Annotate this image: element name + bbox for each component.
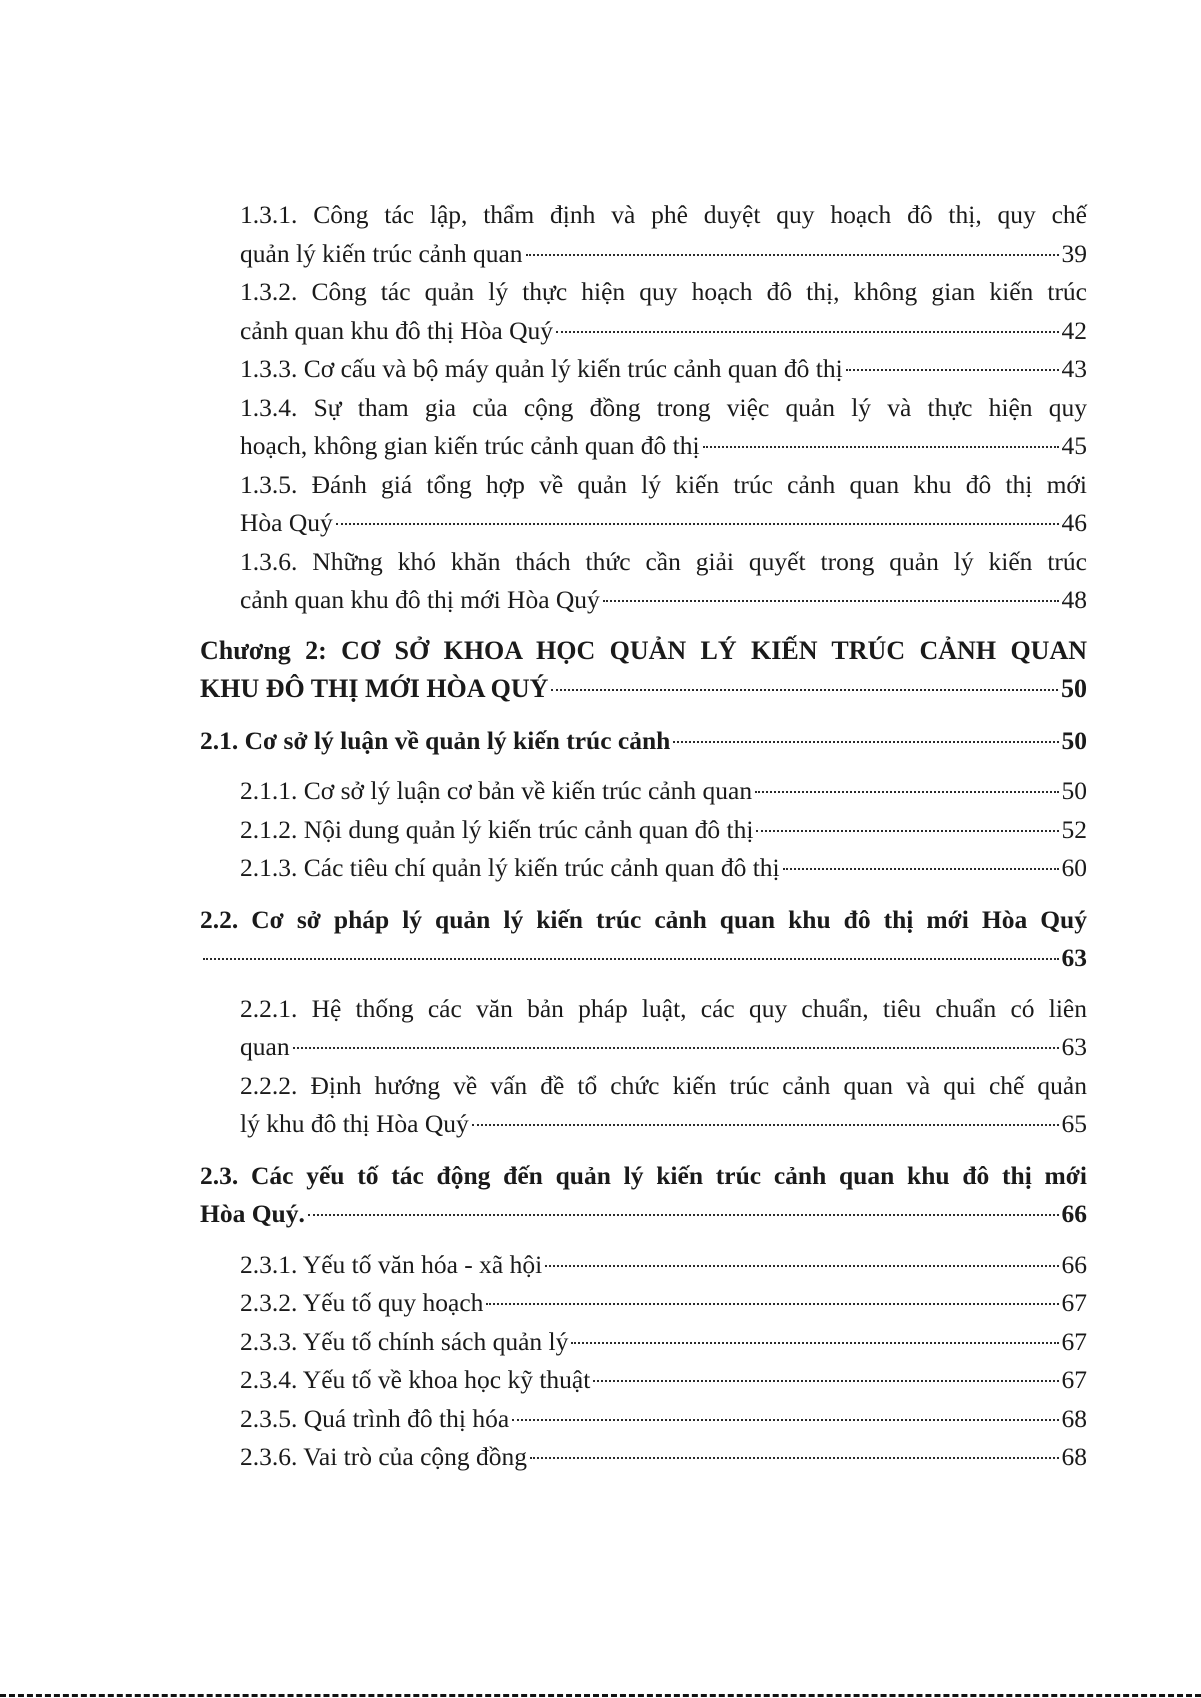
toc-entry[interactable] [200,1400,1087,1439]
toc-entry[interactable] [200,632,1087,709]
toc-entry[interactable] [200,901,1087,978]
toc-entry[interactable] [200,1157,1087,1234]
toc-entry-title: 2.3.5. Quá trình đô thị hóa [240,1403,510,1433]
toc-page-number: 66 [1061,1249,1087,1279]
toc-entry[interactable] [200,1246,1087,1285]
toc-entry-line [240,1438,1087,1477]
dot-leader [530,1457,1058,1459]
toc-page-number: 50 [1061,725,1087,755]
toc-page-number: 68 [1061,1442,1087,1471]
toc-page-number: 63 [1061,1032,1087,1061]
toc-entry[interactable] [200,1284,1087,1323]
toc-entry-line [200,722,1087,761]
toc-page-number: 50 [1061,674,1087,703]
toc-entry-title: 1.3.1. Công tác lập, thẩm định và phê duyệt quy hoạch đô thị, quy chế [240,200,1087,229]
dot-leader [755,791,1058,793]
toc-page-number: 52 [1061,814,1087,844]
dot-leader [593,1380,1058,1382]
toc-entry-title: 2.2. Cơ sở pháp lý quản lý kiến trúc cảnh quan khu đô thị mới Hòa Quý [200,904,1087,934]
toc-page-number: 45 [1061,431,1087,460]
dot-leader [673,741,1058,743]
toc-entry-title: quản lý kiến trúc cảnh quan [240,238,523,268]
toc-entry-line [240,427,1087,466]
toc-entry[interactable] [200,389,1087,466]
toc-entry[interactable] [200,1323,1087,1362]
toc-entry-title: hoạch, không gian kiến trúc cảnh quan đô thị [240,431,700,460]
toc-entry[interactable] [200,772,1087,811]
toc-entry-line [240,1028,1087,1067]
toc-entry[interactable] [200,273,1087,350]
toc-entry[interactable] [200,722,1087,761]
toc-page-number: 50 [1061,776,1087,805]
dot-leader [703,446,1059,448]
toc-entry[interactable] [200,811,1087,850]
toc-entry-line [240,772,1087,811]
dot-leader [783,868,1059,870]
dot-leader [512,1419,1058,1421]
toc-entry-title: Chương 2: CƠ SỞ KHOA HỌC QUẢN LÝ KIẾN TRÚC CẢNH QUAN [200,635,1087,665]
toc-entry-title: 1.3.3. Cơ cấu và bộ máy quản lý kiến trúc cảnh quan đô thị [240,354,843,383]
toc-entry-title: 2.1.3. Các tiêu chí quản lý kiến trúc cảnh quan đô thị [240,853,780,882]
toc-entry-title: 2.1.1. Cơ sở lý luận cơ bản về kiến trúc cảnh quan [240,776,753,805]
toc-entry-line [240,1323,1087,1362]
toc-entry[interactable] [200,466,1087,543]
toc-entry-line [240,811,1087,850]
toc-entry-title: 2.3.2. Yếu tố quy hoạch [240,1288,484,1317]
toc-entry-line [200,670,1087,709]
toc-entry[interactable] [200,1067,1087,1144]
dot-leader [556,331,1058,333]
dot-leader [551,689,1058,691]
toc-entry-line [240,1105,1087,1144]
dot-leader [336,523,1059,525]
toc-entry-title: 2.1.2. Nội dung quản lý kiến trúc cảnh quan đô thị [240,814,754,844]
toc-page-number: 60 [1061,853,1087,882]
toc-entry-title: cảnh quan khu đô thị mới Hòa Quý [240,585,600,614]
toc-page-number: 68 [1061,1403,1087,1433]
toc-entry-line [240,312,1087,351]
toc-page-number: 65 [1061,1109,1087,1138]
toc-entry-line [240,1361,1087,1400]
toc-entry-title: 2.3.4. Yếu tố về khoa học kỹ thuật [240,1365,591,1394]
toc-entry-line [240,581,1087,620]
toc-entry-line [240,235,1087,274]
dot-leader [472,1124,1059,1126]
dot-leader [603,600,1059,602]
dot-leader [756,830,1058,832]
toc-page-number: 67 [1061,1326,1087,1356]
dot-leader [846,369,1059,371]
dot-leader [308,1214,1059,1216]
toc-entry-title: Hòa Quý. [200,1199,305,1228]
dot-leader [545,1265,1058,1267]
toc-entry-title: 2.2.1. Hệ thống các văn bản pháp luật, các quy chuẩn, tiêu chuẩn có liên [240,993,1087,1023]
toc-entry-title: 2.3. Các yếu tố tác động đến quản lý kiến trúc cảnh quan khu đô thị mới [200,1160,1087,1190]
toc-page-number: 43 [1061,354,1087,383]
dot-leader [526,254,1059,256]
toc-entry-title: KHU ĐÔ THỊ MỚI HÒA QUÝ [200,674,549,703]
toc-entry-line [240,1246,1087,1285]
dot-leader [203,958,1059,960]
toc-page-number: 39 [1061,238,1087,268]
toc-entry-line [240,350,1087,389]
dot-leader [571,1342,1058,1344]
page-bottom-border [0,1694,1201,1697]
toc-page-number: 63 [1061,943,1087,972]
toc-entry-line [240,849,1087,888]
toc-page-number: 66 [1061,1199,1087,1228]
dot-leader [486,1303,1058,1305]
toc-entry-title: quan [240,1032,290,1061]
toc-entry-title: 1.3.2. Công tác quản lý thực hiện quy hoạch đô thị, không gian kiến trúc [240,277,1087,306]
toc-entry-title: 2.2.2. Định hướng về vấn đề tổ chức kiến trúc cảnh quan và qui chế quản [240,1070,1087,1100]
dot-leader [293,1047,1059,1049]
toc-entry-title: 2.3.6. Vai trò của cộng đồng [240,1442,528,1471]
toc-entry-title: 1.3.6. Những khó khăn thách thức cần giải quyết trong quản lý kiến trúc [240,546,1087,576]
toc-page-number: 67 [1061,1365,1087,1394]
table-of-contents [200,196,1087,1477]
toc-entry-line [200,939,1087,978]
toc-entry-line [240,1284,1087,1323]
toc-entry[interactable] [200,1438,1087,1477]
toc-entry[interactable] [200,196,1087,273]
toc-entry-line [240,1400,1087,1439]
toc-entry-title: 2.1. Cơ sở lý luận về quản lý kiến trúc cảnh [200,725,671,755]
toc-entry-title: cảnh quan khu đô thị Hòa Quý [240,315,554,345]
toc-entry-title: Hòa Quý [240,508,333,537]
toc-entry-line [200,1195,1087,1234]
toc-entry[interactable] [200,990,1087,1067]
toc-page-number: 42 [1061,315,1087,345]
toc-entry[interactable] [200,849,1087,888]
toc-entry[interactable] [200,350,1087,389]
toc-entry-title: lý khu đô thị Hòa Quý [240,1109,469,1138]
toc-entry-title: 2.3.1. Yếu tố văn hóa - xã hội [240,1249,543,1279]
toc-page-number: 48 [1061,585,1087,614]
toc-page-number: 67 [1061,1288,1087,1317]
toc-entry-title: 2.3.3. Yếu tố chính sách quản lý [240,1326,569,1356]
toc-entry-line [240,504,1087,543]
toc-entry-title: 1.3.5. Đánh giá tổng hợp về quản lý kiến trúc cảnh quan khu đô thị mới [240,469,1087,499]
toc-page-number: 46 [1061,508,1087,537]
toc-entry[interactable] [200,1361,1087,1400]
toc-entry-title: 1.3.4. Sự tham gia của cộng đồng trong việc quản lý và thực hiện quy [240,392,1087,422]
toc-entry[interactable] [200,543,1087,620]
